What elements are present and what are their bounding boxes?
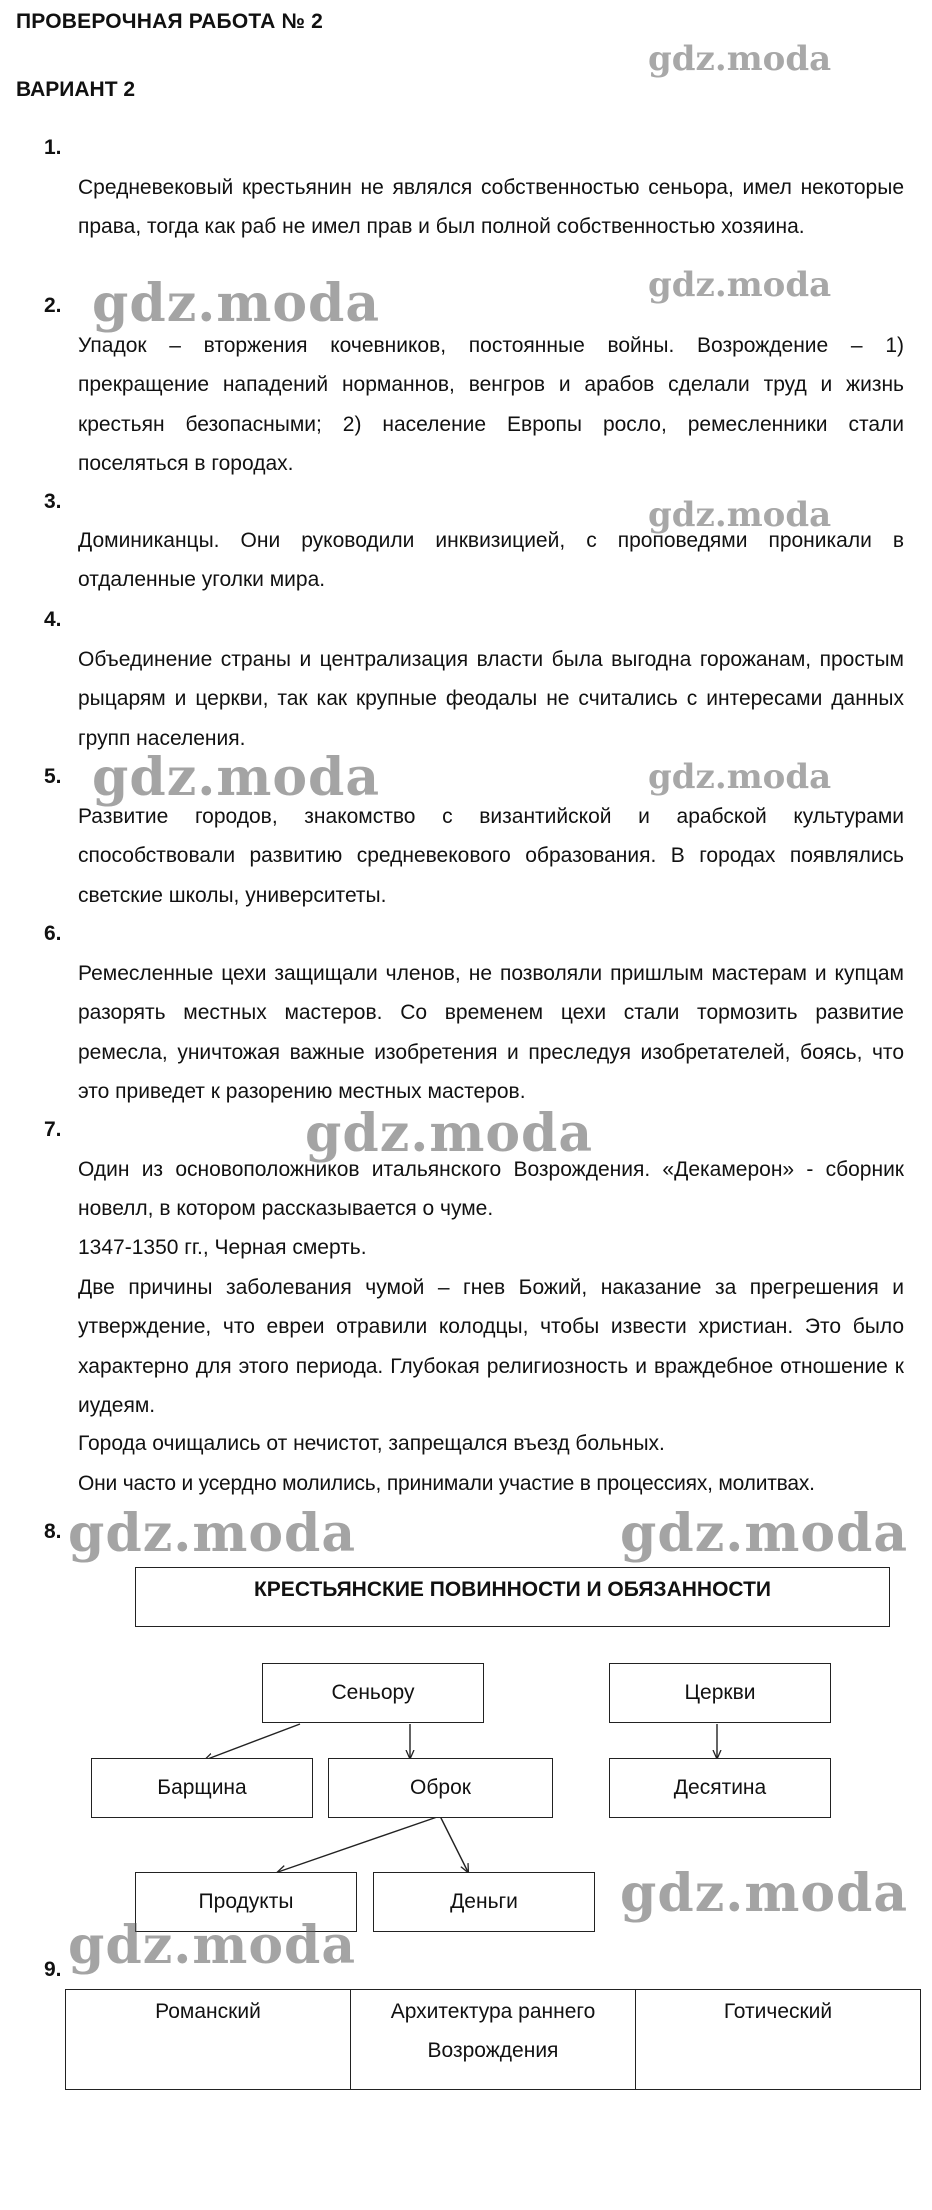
- arrow-senor-barshchina: [205, 1724, 300, 1760]
- arrow-obrok-money: [440, 1816, 468, 1872]
- diagram-products-label: Продукты: [198, 1890, 294, 1913]
- diagram-barshchina-label: Барщина: [157, 1776, 247, 1799]
- answer-6-text: Ремесленные цехи защищали членов, не позволяли пришлым мастерам и купцам разорять местных мастеров. Со временем цехи стали тормозить развитие ремесла, уничтожая важные изобретения и преследуя изобретателей, боясь, что это приведет к разорению местных мастеров.: [78, 962, 904, 1104]
- answer-7-text: Один из основоположников итальянского Возрождения. «Декамерон» - сборник новелл, в котором рассказывается о чуме.: [78, 1158, 904, 1221]
- answer-7-dates: 1347-1350 гг., Черная смерть.: [78, 1236, 367, 1259]
- diagram-obrok-label: Оброк: [410, 1776, 471, 1799]
- watermark: gdz.moda: [68, 1915, 357, 1976]
- diagram-church-box: [609, 1663, 831, 1723]
- table-cell-early-renaissance: Архитектура раннего Возрождения: [351, 1990, 636, 2090]
- variant-heading: ВАРИАНТ 2: [16, 78, 136, 101]
- page-title: ПРОВЕРОЧНАЯ РАБОТА № 2: [16, 10, 323, 33]
- table-cell-gothic: Готический: [636, 1990, 921, 2090]
- watermark: gdz.moda: [305, 1103, 594, 1164]
- answer-4-text: Объединение страны и централизация власти была выгодна горожанам, простым рыцарям и церкви, так как крупные феодалы не считались с интересами данных групп населения.: [78, 648, 904, 750]
- answer-1-text: Средневековый крестьянин не являлся собственностью сеньора, имел некоторые права, тогда как раб не имел прав и был полной собственностью хозяина.: [78, 176, 904, 239]
- answer-6-number: 6.: [44, 922, 62, 945]
- answer-7-number: 7.: [44, 1118, 62, 1141]
- watermark: gdz.moda: [92, 273, 381, 334]
- diagram-barshchina-box: [91, 1758, 313, 1818]
- watermark: gdz.moda: [648, 265, 832, 305]
- diagram-tithe-box: [609, 1758, 831, 1818]
- answer-3-number: 3.: [44, 490, 62, 513]
- answer-2-number: 2.: [44, 294, 62, 317]
- answer-1-number: 1.: [44, 136, 62, 159]
- answer-7-causes: Две причины заболевания чумой – гнев Божий, наказание за прегрешения и утверждение, что евреи отравили колодцы, чтобы извести христиан. Это было характерно для этого периода. Глубокая религиозность и враждебное отношение к иудеям.: [78, 1276, 904, 1418]
- answer-9-number: 9.: [44, 1958, 62, 1981]
- answer-2-text: Упадок – вторжения кочевников, постоянные войны. Возрождение – 1) прекращение нападений норманнов, венгров и арабов сделали труд и жизнь крестьян безопасными; 2) население Европы росло, ремесленники стали поселяться в городах.: [78, 334, 904, 476]
- watermark: gdz.moda: [620, 1503, 909, 1564]
- diagram-money-label: Деньги: [450, 1890, 518, 1913]
- diagram-senor-label: Сеньору: [331, 1681, 415, 1704]
- watermark: gdz.moda: [648, 39, 832, 79]
- table-cell-romanesque: Романский: [66, 1990, 351, 2090]
- architecture-styles-table: [65, 1989, 921, 2090]
- table-row: [66, 1990, 921, 2090]
- watermark: gdz.moda: [648, 757, 832, 797]
- watermark: gdz.moda: [620, 1863, 909, 1924]
- diagram-money-box: [373, 1872, 595, 1932]
- diagram-tithe-label: Десятина: [673, 1776, 767, 1799]
- watermark: gdz.moda: [92, 747, 381, 808]
- diagram-root-label: КРЕСТЬЯНСКИЕ ПОВИННОСТИ И ОБЯЗАННОСТИ: [253, 1578, 771, 1601]
- diagram-obrok-box: [328, 1758, 553, 1818]
- answer-5-text: Развитие городов, знакомство с византийской и арабской культурами способствовали развитию средневекового образования. В городах появлялись светские школы, университеты.: [78, 805, 904, 907]
- answer-8-number: 8.: [44, 1520, 62, 1543]
- answer-7-measures: Города очищались от нечистот, запрещался въезд больных.: [78, 1432, 665, 1455]
- diagram-senor-box: [262, 1663, 484, 1723]
- diagram-root-box: [135, 1567, 890, 1627]
- answer-7-prayers: Они часто и усердно молились, принимали участие в процессиях, молитвах.: [78, 1472, 815, 1495]
- answer-5-number: 5.: [44, 765, 62, 788]
- diagram-church-label: Церкви: [684, 1681, 756, 1704]
- answer-3-text: Доминиканцы. Они руководили инквизицией, с проповедями проникали в отдаленные уголки мира.: [78, 529, 904, 592]
- arrow-obrok-products: [278, 1816, 440, 1872]
- answer-4-number: 4.: [44, 608, 62, 631]
- watermark: gdz.moda: [648, 495, 832, 535]
- watermark: gdz.moda: [68, 1503, 357, 1564]
